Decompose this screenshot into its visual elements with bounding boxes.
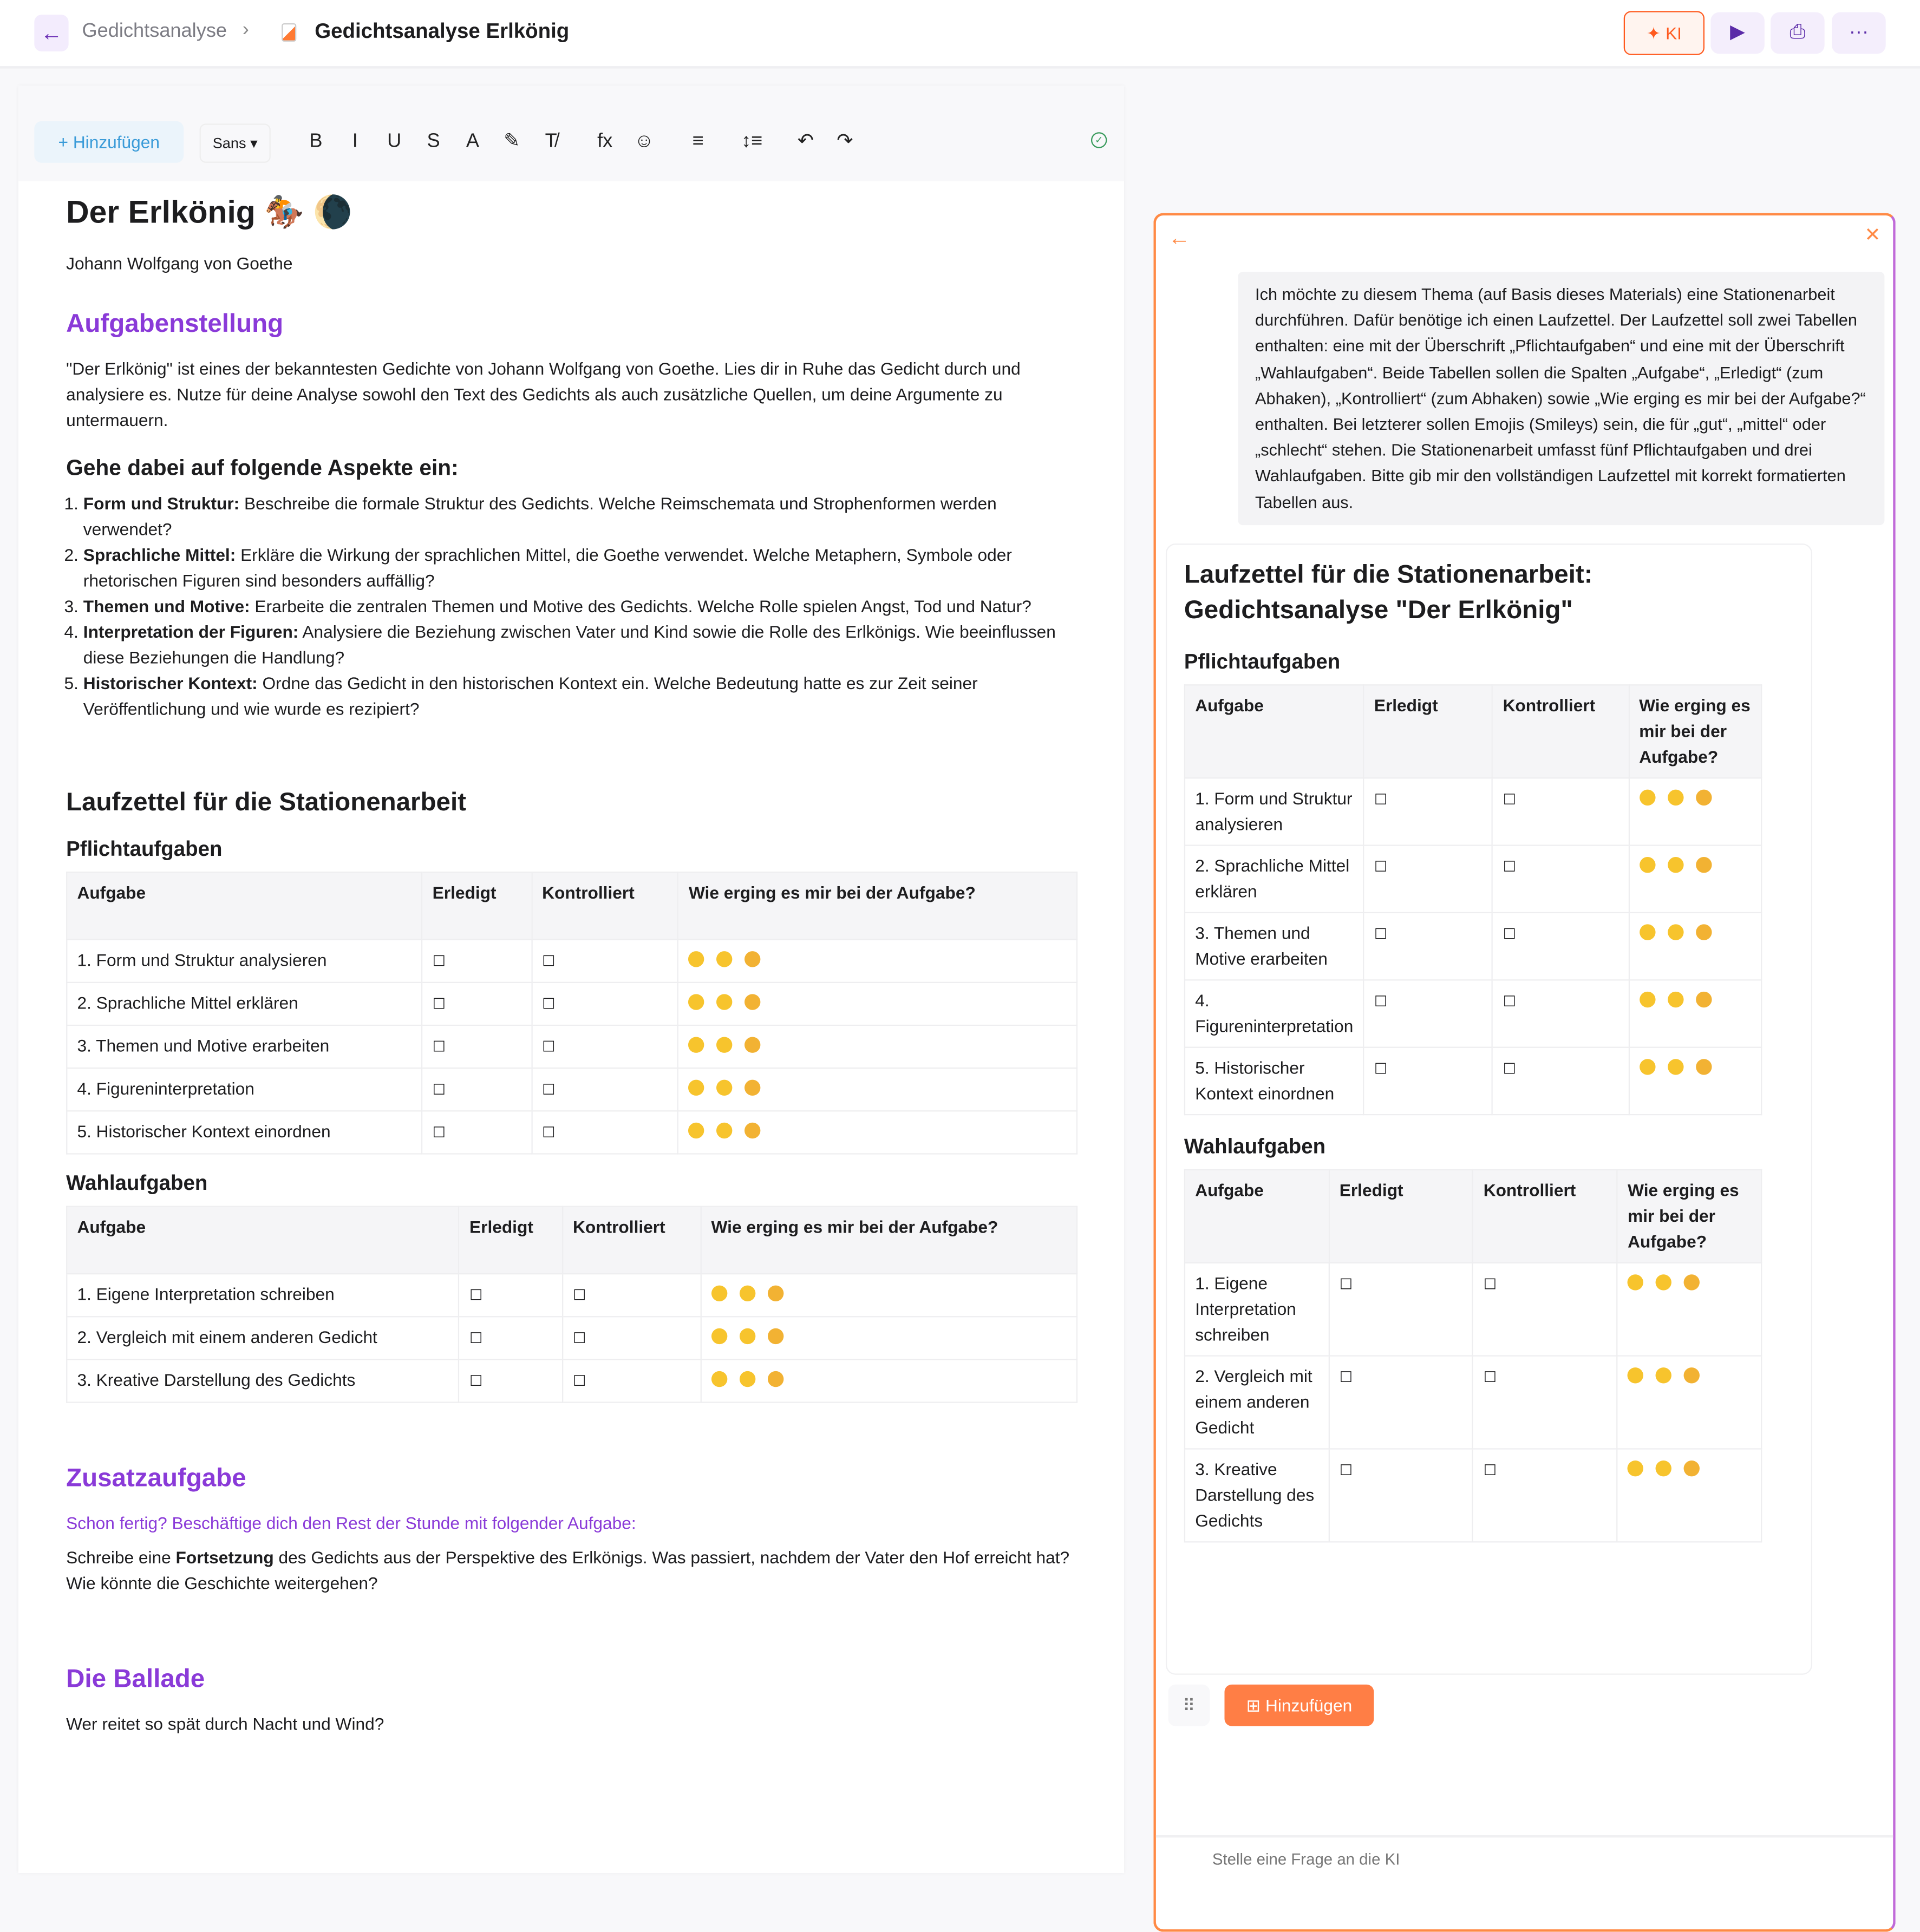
smiley-neutral-icon[interactable] [1656,1461,1671,1476]
extra-post: des Gedichts aus der Perspektive des Erlkönigs. Was passiert, nachdem der Vater den Hof erreicht hat? Wie könnte die Geschichte weitergehen? [66,1547,1070,1593]
aspects-list [66,491,1082,722]
checkbox[interactable]: ☐ [432,995,446,1013]
checkbox[interactable]: ☐ [1339,1368,1353,1386]
erledigt-cell [1364,778,1493,845]
smiley-neutral-icon[interactable] [1667,1059,1683,1075]
aspect-text: Erarbeite die zentralen Themen und Motive des Gedichts. Welche Rolle spielen Angst, Tod und Natur? [250,596,1031,616]
print-icon: ⎙ [1790,22,1806,43]
checkbox[interactable]: ☐ [1339,1275,1353,1293]
smiley-happy-icon[interactable] [689,1123,704,1138]
checkbox[interactable]: ☐ [1503,790,1516,808]
task-cell: 2. Vergleich mit einem anderen Gedicht [1185,1356,1329,1449]
task-text: "Der Erlkönig" ist eines der bekanntesten Gedichte von Johann Wolfgang von Goethe. Lies dir in Ruhe das Gedicht durch und analysiere es. Nutze für deine Analyse sowohl den Text des Gedichts als auch zusätzliche Quellen, um deine Argumente zu untermauern. [66,358,1021,430]
checkbox[interactable]: ☐ [1374,790,1388,808]
smiley-happy-icon[interactable] [1639,790,1655,805]
smiley-neutral-icon[interactable] [1667,924,1683,940]
panel-back-icon[interactable]: ← [1168,225,1191,250]
ki-input[interactable]: Stelle eine Frage an die KI [1212,1850,1400,1869]
smiley-happy-icon[interactable] [1628,1461,1643,1476]
aspect-label: Form und Struktur: [83,493,240,513]
drag-handle-icon[interactable]: ⠿ [1168,1685,1210,1726]
task-cell: 1. Form und Struktur analysieren [67,940,422,983]
table-row [1185,1263,1761,1356]
breadcrumb-parent[interactable]: Gedichtsanalyse [82,21,227,42]
ki-button[interactable] [1624,11,1705,55]
clear-format-icon[interactable]: T̸ [545,130,557,152]
smiley-sad-icon[interactable] [745,1123,761,1138]
column-header: Wie erging es mir bei der Aufgabe? [678,872,1077,939]
smiley-neutral-icon[interactable] [1656,1367,1671,1383]
column-header: Kontrolliert [532,872,678,939]
task-cell: 3. Themen und Motive erarbeiten [1185,913,1364,980]
erledigt-cell [422,940,531,983]
column-header: Erledigt [459,1207,563,1274]
checkbox[interactable]: ☐ [1483,1462,1497,1479]
erledigt-cell [422,983,531,1025]
sparkle-icon: ✦ [1646,23,1666,43]
smiley-sad-icon[interactable] [1684,1367,1700,1383]
checkbox[interactable]: ☐ [1374,1060,1388,1078]
arrow-left-icon: ← [40,21,63,45]
table-header-row [67,1207,1077,1274]
erledigt-cell [1364,980,1493,1047]
document-icon [282,23,296,42]
task-cell: 2. Sprachliche Mittel erklären [67,983,422,1025]
table-header-row [67,872,1077,939]
task-heading: Aufgabenstellung [66,310,284,338]
italic-icon[interactable]: I [352,130,358,152]
aspect-label: Sprachliche Mittel: [83,545,236,565]
checkbox[interactable]: ☐ [542,952,556,970]
document-content[interactable] [66,193,1082,1737]
extra-pre: Schreibe eine [66,1547,176,1567]
table-row [67,1317,1077,1359]
top-bar [0,0,1920,69]
checkbox[interactable]: ☐ [1374,925,1388,943]
task-cell: 4. Figureninterpretation [67,1068,422,1111]
kontrolliert-cell [1473,1263,1617,1356]
kontrolliert-cell [1492,1047,1629,1115]
smiley-happy-icon[interactable] [711,1328,727,1344]
checkbox[interactable]: ☐ [432,1080,446,1098]
table-row [1185,913,1761,980]
smiley-sad-icon[interactable] [768,1371,783,1387]
checkbox[interactable]: ☐ [1483,1368,1497,1386]
panel-close-icon[interactable]: ✕ [1864,225,1881,246]
aspect-label: Historischer Kontext: [83,673,258,693]
smiley-sad-icon[interactable] [768,1286,783,1301]
erledigt-cell [1364,913,1493,980]
checkbox[interactable]: ☐ [469,1329,483,1347]
aspects-heading: Gehe dabei auf folgende Aspekte ein: [66,455,459,480]
column-header: Wie erging es mir bei der Aufgabe? [1629,685,1761,778]
table-row [67,940,1077,983]
column-header: Aufgabe [67,872,422,939]
kontrolliert-cell [1473,1356,1617,1449]
checkbox[interactable]: ☐ [432,952,446,970]
aspect-item [83,671,1082,722]
erledigt-cell [1329,1263,1473,1356]
ki-answer-card [1166,543,1812,1675]
smiley-sad-icon[interactable] [1695,857,1711,873]
extra-text [66,1545,1082,1596]
kontrolliert-cell [532,940,678,983]
erledigt-cell [1364,846,1493,913]
smiley-happy-icon[interactable] [689,1037,704,1052]
kontrolliert-cell [532,1068,678,1111]
smiley-neutral-icon[interactable] [717,1123,733,1138]
smiley-happy-icon[interactable] [1639,857,1655,873]
table-row [67,1359,1077,1402]
smiley-neutral-icon[interactable] [717,1037,733,1052]
aspect-text: Beschreibe die formale Struktur des Gedichts. Welche Reimschemata und Strophenformen werden verwendet? [83,493,997,539]
back-button[interactable] [34,15,68,51]
checkbox[interactable]: ☐ [542,1124,556,1141]
present-icon: ▶ [1730,22,1745,43]
smiley-happy-icon[interactable] [1628,1367,1643,1383]
kontrolliert-cell [532,1025,678,1068]
smiley-sad-icon[interactable] [768,1328,783,1344]
editor-toolbar [18,86,1124,181]
bold-icon[interactable]: B [309,130,323,152]
task-cell: 1. Eigene Interpretation schreiben [67,1274,459,1317]
rating-cell [678,940,1077,983]
ki-input-area[interactable] [1156,1835,1893,1869]
erledigt-cell [1329,1449,1473,1542]
checkbox[interactable]: ☐ [573,1286,586,1304]
checkbox[interactable]: ☐ [573,1329,586,1347]
checkbox[interactable]: ☐ [1503,1060,1516,1078]
erledigt-cell [1364,1047,1493,1115]
extra-bold: Fortsetzung [175,1547,274,1567]
table-row [67,1111,1077,1154]
ballad-line: Wer reitet so spät durch Nacht und Wind? [66,1714,384,1734]
checkbox[interactable]: ☐ [1374,858,1388,875]
pflicht-table [66,872,1077,1154]
smiley-neutral-icon[interactable] [740,1328,755,1344]
aspect-text: Analysiere die Beziehung zwischen Vater und Kind sowie die Rolle des Erlkönigs. Wie beeinflussen diese Beziehungen die Handlung? [83,621,1056,667]
kontrolliert-cell [532,1111,678,1154]
erledigt-cell [459,1274,563,1317]
ki-label: KI [1666,23,1682,43]
kontrolliert-cell [532,983,678,1025]
column-header: Wie erging es mir bei der Aufgabe? [1617,1170,1761,1263]
column-header: Aufgabe [1185,685,1364,778]
smiley-neutral-icon[interactable] [1656,1274,1671,1290]
task-cell: 5. Historischer Kontext einordnen [67,1111,422,1154]
redo-icon[interactable]: ↷ [837,130,853,152]
smiley-sad-icon[interactable] [1695,992,1711,1007]
rating-cell [678,1111,1077,1154]
document-editor [18,86,1124,1873]
text-color-icon[interactable]: A [466,130,479,152]
table-row [67,1068,1077,1111]
checkbox[interactable]: ☐ [542,995,556,1013]
smiley-sad-icon[interactable] [1684,1274,1700,1290]
answer-wahl-table [1184,1169,1762,1543]
checkbox[interactable]: ☐ [1503,925,1516,943]
smiley-sad-icon[interactable] [745,951,761,967]
table-row [67,1025,1077,1068]
kontrolliert-cell [563,1274,701,1317]
rating-cell [701,1317,1077,1359]
column-header: Aufgabe [1185,1170,1329,1263]
kontrolliert-cell [1492,846,1629,913]
rating-cell [1629,778,1761,845]
table-row [1185,846,1761,913]
smiley-neutral-icon[interactable] [1667,790,1683,805]
table-row [1185,980,1761,1047]
present-button[interactable] [1710,12,1765,54]
column-header: Kontrolliert [1492,685,1629,778]
column-header: Kontrolliert [563,1207,701,1274]
task-cell: 1. Form und Struktur analysieren [1185,778,1364,845]
table-row [67,1274,1077,1317]
smiley-happy-icon[interactable] [711,1286,727,1301]
pflicht-heading: Pflichtaufgaben [66,837,223,861]
kontrolliert-cell [1492,778,1629,845]
line-height-icon[interactable]: ↕≡ [741,130,763,152]
rating-cell [1629,846,1761,913]
highlight-icon[interactable]: ✎ [504,130,520,152]
smiley-neutral-icon[interactable] [717,951,733,967]
checkbox[interactable]: ☐ [1374,993,1388,1010]
aspect-item [83,619,1082,671]
answer-wahl-heading: Wahlaufgaben [1184,1135,1326,1158]
more-button[interactable] [1832,12,1886,54]
column-header: Kontrolliert [1473,1170,1617,1263]
rating-cell [701,1274,1077,1317]
checkbox[interactable]: ☐ [573,1372,586,1390]
rating-cell [678,1025,1077,1068]
undo-icon[interactable]: ↶ [797,130,814,152]
smiley-happy-icon[interactable] [711,1371,727,1387]
saved-check-icon: ✓ [1091,132,1107,148]
task-cell: 4. Figureninterpretation [1185,980,1364,1047]
smiley-happy-icon[interactable] [689,1080,704,1096]
answer-pflicht-heading: Pflichtaufgaben [1184,650,1341,673]
erledigt-cell [459,1359,563,1402]
rating-cell [678,1068,1077,1111]
aspect-label: Themen und Motive: [83,596,250,616]
rating-cell [678,983,1077,1025]
emoji-icon[interactable]: ☺ [634,130,655,152]
checkbox[interactable]: ☐ [432,1124,446,1141]
ballad-heading: Die Ballade [66,1665,205,1693]
task-cell: 2. Sprachliche Mittel erklären [1185,846,1364,913]
checkbox[interactable]: ☐ [1483,1275,1497,1293]
extra-heading: Zusatzaufgabe [66,1464,246,1492]
table-header-row [1185,1170,1761,1263]
erledigt-cell [422,1111,531,1154]
aspect-item [83,542,1082,594]
table-row [1185,778,1761,845]
checkbox[interactable]: ☐ [432,1038,446,1056]
erledigt-cell [459,1317,563,1359]
smiley-happy-icon[interactable] [1628,1274,1643,1290]
smiley-neutral-icon[interactable] [740,1371,755,1387]
column-header: Erledigt [1329,1170,1473,1263]
aspect-item [83,491,1082,542]
aspect-item [83,594,1082,619]
aspect-label: Interpretation der Figuren: [83,621,299,642]
checkbox[interactable]: ☐ [542,1080,556,1098]
kontrolliert-cell [563,1317,701,1359]
smiley-neutral-icon[interactable] [717,994,733,1010]
user-prompt-message: Ich möchte zu diesem Thema (auf Basis dieses Materials) eine Stationenarbeit durchführen. Dafür benötige ich einen Laufzettel. Der Laufzettel soll zwei Tabellen enthalten: eine mit der Überschrift „Pflichtaufgaben“ und eine mit der Überschrift „Wahlaufgaben“. Beide Tabellen sollen die Spalten „Aufgabe“, „Erledigt“ (zum Abhaken), „Kontrolliert“ (zum Abhaken) sowie „Wie erging es mir bei der Aufgabe?“ enthalten. Bei letzterer sollen Emojis (Smileys) sein, die für „gut“, „mittel“ oder „schlecht“ stehen. Die Stationenarbeit umfasst fünf Pflichtaufgaben und drei Wahlaufgaben. Bitte gib mir den vollständigen Laufzettel mit korrekt formatierten Tabellen aus. [1238,272,1884,525]
checkbox[interactable]: ☐ [469,1372,483,1390]
smiley-sad-icon[interactable] [1684,1461,1700,1476]
print-button[interactable] [1771,12,1825,54]
strikethrough-icon[interactable]: S [427,130,440,152]
smiley-sad-icon[interactable] [745,994,761,1010]
table-row [1185,1449,1761,1542]
erledigt-cell [422,1025,531,1068]
table-row [1185,1356,1761,1449]
rating-cell [701,1359,1077,1402]
aspect-text: Ordne das Gedicht in den historischen Kontext ein. Welche Bedeutung hatte es zur Zeit seiner Veröffentlichung und wie wurde es rezipiert? [83,673,978,719]
kontrolliert-cell [1492,913,1629,980]
kontrolliert-cell [1492,980,1629,1047]
smiley-sad-icon[interactable] [745,1080,761,1096]
smiley-neutral-icon[interactable] [1667,857,1683,873]
rating-cell [1629,1047,1761,1115]
table-row [1185,1047,1761,1115]
doc-author: Johann Wolfgang von Goethe [66,253,293,273]
ki-panel [1153,213,1895,1932]
checkbox[interactable]: ☐ [1339,1462,1353,1479]
smiley-neutral-icon[interactable] [717,1080,733,1096]
smiley-sad-icon[interactable] [1695,790,1711,805]
checkbox[interactable]: ☐ [1503,858,1516,875]
task-cell: 3. Kreative Darstellung des Gedichts [1185,1449,1329,1542]
smiley-happy-icon[interactable] [1639,992,1655,1007]
doc-title: Der Erlkönig 🏇 🌘 [66,193,352,231]
extra-intro: Schon fertig? Beschäftige dich den Rest der Stunde mit folgender Aufgabe: [66,1513,636,1533]
smiley-neutral-icon[interactable] [740,1286,755,1301]
rating-cell [1617,1449,1761,1542]
align-icon[interactable]: ≡ [692,130,704,152]
smiley-happy-icon[interactable] [1639,924,1655,940]
smiley-happy-icon[interactable] [1639,1059,1655,1075]
smiley-sad-icon[interactable] [1695,924,1711,940]
task-cell: 1. Eigene Interpretation schreiben [1185,1263,1329,1356]
page-title: Gedichtsanalyse Erlkönig [315,19,570,43]
rating-cell [1629,980,1761,1047]
column-header: Aufgabe [67,1207,459,1274]
checkbox[interactable]: ☐ [1503,993,1516,1010]
table-row [67,983,1077,1025]
font-select[interactable]: Sans ▾ [200,123,271,162]
task-cell: 2. Vergleich mit einem anderen Gedicht [67,1317,459,1359]
column-header: Erledigt [422,872,531,939]
erledigt-cell [1329,1356,1473,1449]
column-header: Erledigt [1364,685,1493,778]
erledigt-cell [422,1068,531,1111]
task-cell: 3. Themen und Motive erarbeiten [67,1025,422,1068]
add-block-button[interactable]: + Hinzufügen [34,121,184,163]
checkbox[interactable]: ☐ [469,1286,483,1304]
aspect-text: Erkläre die Wirkung der sprachlichen Mittel, die Goethe verwendet. Welche Metaphern, Symbole oder rhetorischen Figuren sind besonders auffällig? [83,545,1012,591]
smiley-happy-icon[interactable] [689,994,704,1010]
task-cell: 5. Historischer Kontext einordnen [1185,1047,1364,1115]
chevron-right-icon: › [242,19,249,41]
kontrolliert-cell [563,1359,701,1402]
wahl-table [66,1206,1077,1403]
rating-cell [1629,913,1761,980]
smiley-sad-icon[interactable] [1695,1059,1711,1075]
underline-icon[interactable]: U [387,130,402,152]
smiley-happy-icon[interactable] [689,951,704,967]
laufzettel-heading: Laufzettel für die Stationenarbeit [66,788,466,817]
insert-answer-button[interactable]: ⊞ Hinzufügen [1225,1685,1374,1726]
table-header-row [1185,685,1761,778]
formula-icon[interactable]: fx [597,130,613,152]
smiley-sad-icon[interactable] [745,1037,761,1052]
column-header: Wie erging es mir bei der Aufgabe? [701,1207,1077,1274]
smiley-neutral-icon[interactable] [1667,992,1683,1007]
kontrolliert-cell [1473,1449,1617,1542]
checkbox[interactable]: ☐ [542,1038,556,1056]
more-icon: ··· [1849,22,1869,43]
rating-cell [1617,1263,1761,1356]
answer-title: Laufzettel für die Stationenarbeit: Gedichtsanalyse "Der Erlkönig" [1184,560,1593,625]
task-cell: 3. Kreative Darstellung des Gedichts [67,1359,459,1402]
rating-cell [1617,1356,1761,1449]
answer-pflicht-table [1184,684,1762,1115]
wahl-heading: Wahlaufgaben [66,1171,208,1195]
